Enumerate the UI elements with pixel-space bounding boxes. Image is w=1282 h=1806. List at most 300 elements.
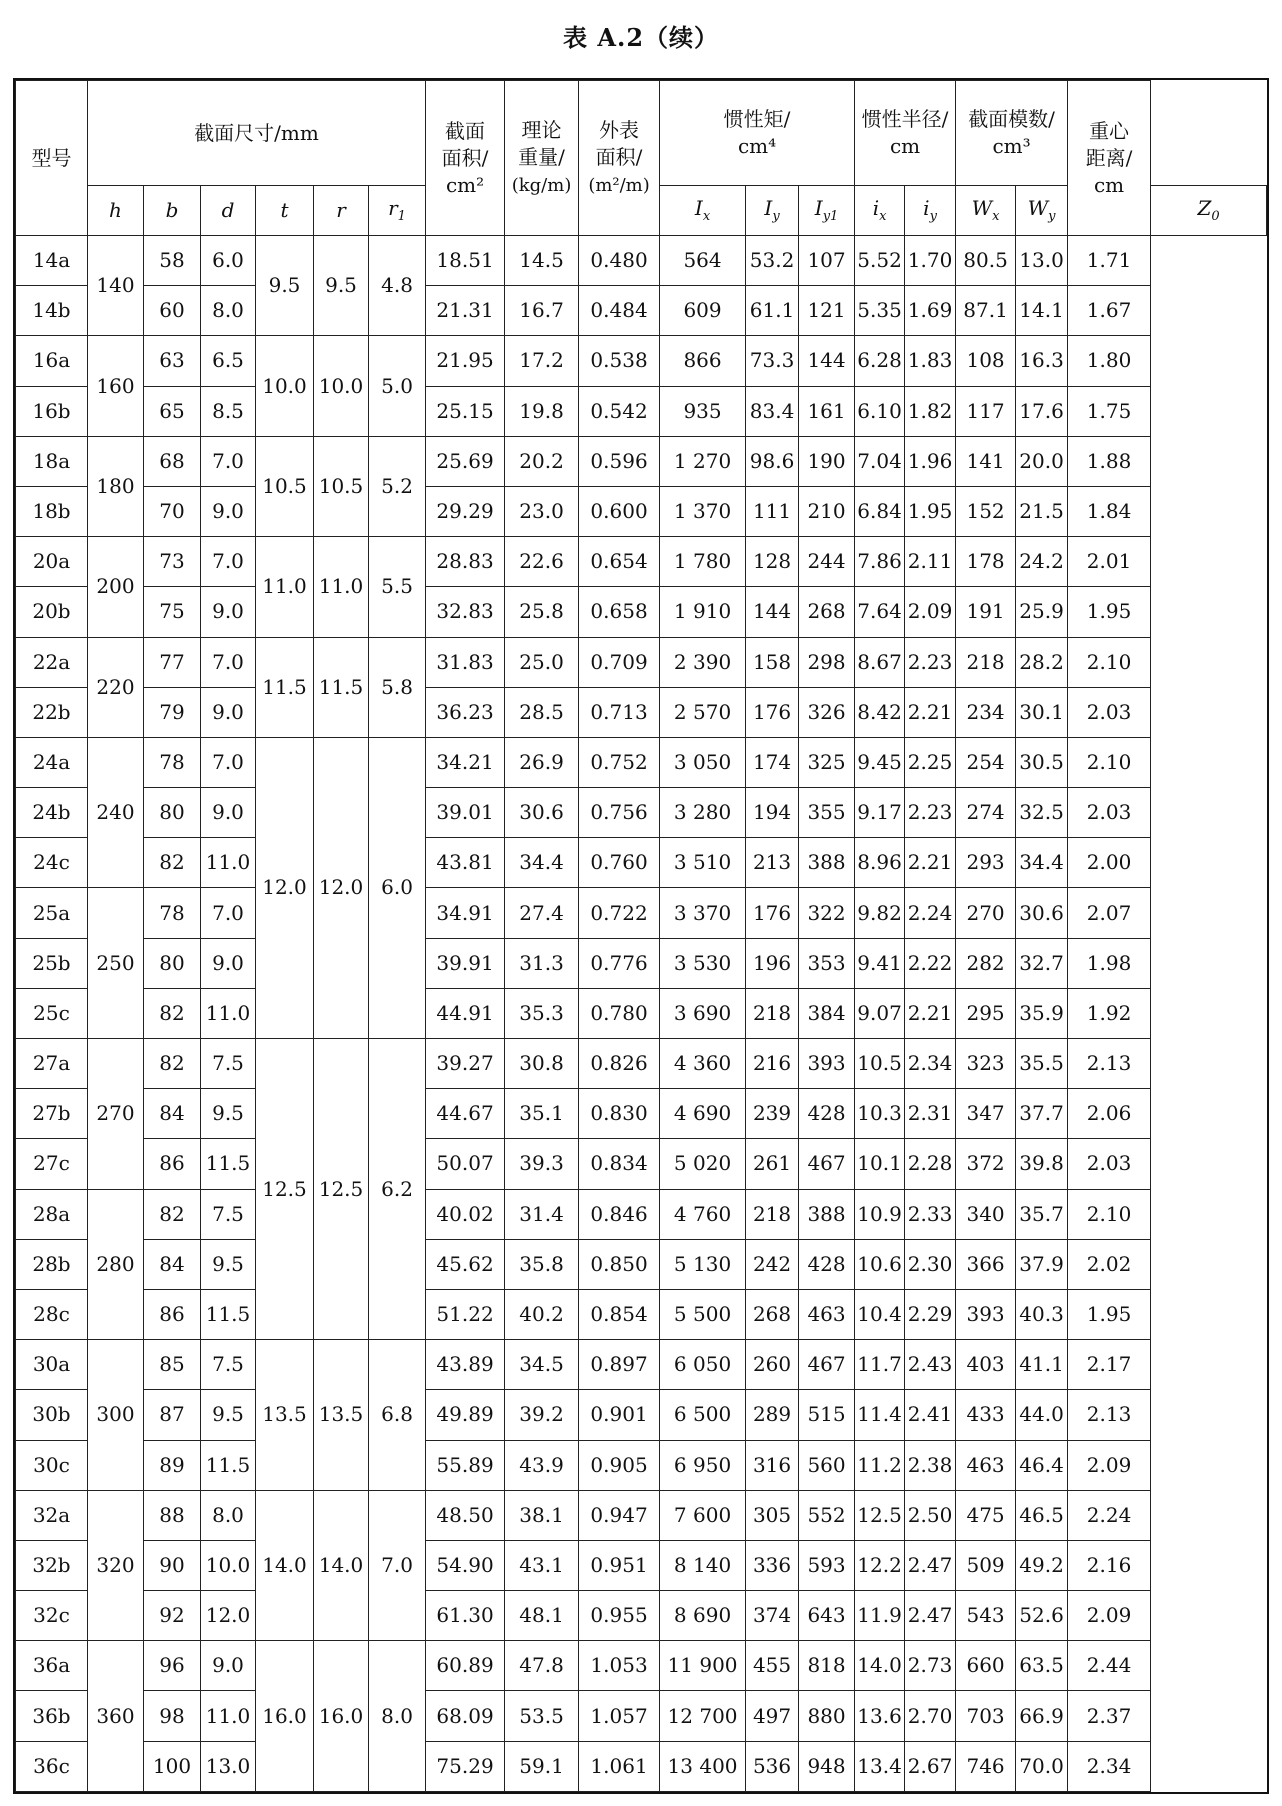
cell-Wy: 46.4 xyxy=(1016,1440,1068,1490)
sub-Z0: $Z_0$ xyxy=(1151,186,1267,236)
cell-b: 82 xyxy=(144,988,201,1038)
cell-area: 29.29 xyxy=(426,486,505,536)
cell-iy: 1.95 xyxy=(905,486,956,536)
cell-model: 22b xyxy=(16,687,88,737)
cell-b: 78 xyxy=(144,888,201,938)
cell-Wy: 35.7 xyxy=(1016,1189,1068,1239)
table-row xyxy=(16,1591,1267,1641)
cell-Wx: 87.1 xyxy=(956,286,1016,336)
cell-surface: 0.709 xyxy=(579,637,660,687)
cell-Iy1: 643 xyxy=(799,1591,855,1641)
table-row xyxy=(16,587,1267,637)
cell-Ix: 12 700 xyxy=(660,1691,746,1741)
table-row xyxy=(16,286,1267,336)
cell-surface: 0.480 xyxy=(579,236,660,286)
cell-weight: 39.2 xyxy=(505,1390,579,1440)
sub-Iy: $I_y$ xyxy=(746,186,799,236)
cell-Z0: 1.95 xyxy=(1068,587,1151,637)
cell-Z0: 2.00 xyxy=(1068,838,1151,888)
cell-d: 9.0 xyxy=(201,486,256,536)
cell-Iy1: 388 xyxy=(799,838,855,888)
cell-Wy: 14.1 xyxy=(1016,286,1068,336)
cell-Wx: 117 xyxy=(956,386,1016,436)
cell-Ix: 5 130 xyxy=(660,1239,746,1289)
cell-weight: 59.1 xyxy=(505,1741,579,1791)
cell-Wx: 403 xyxy=(956,1340,1016,1390)
cell-ix: 8.42 xyxy=(855,687,905,737)
cell-Ix: 3 370 xyxy=(660,888,746,938)
cell-area: 34.91 xyxy=(426,888,505,938)
cell-b: 60 xyxy=(144,286,201,336)
cell-Wy: 34.4 xyxy=(1016,838,1068,888)
cell-model: 30c xyxy=(16,1440,88,1490)
cell-weight: 47.8 xyxy=(505,1641,579,1691)
sub-Ix: $I_x$ xyxy=(660,186,746,236)
cell-Iy: 196 xyxy=(746,938,799,988)
table-row xyxy=(16,1039,1267,1089)
cell-iy: 2.23 xyxy=(905,637,956,687)
cell-b: 82 xyxy=(144,1189,201,1239)
cell-iy: 2.22 xyxy=(905,938,956,988)
cell-iy: 2.41 xyxy=(905,1390,956,1440)
cell-surface: 0.830 xyxy=(579,1089,660,1139)
cell-Wy: 25.9 xyxy=(1016,587,1068,637)
cell-weight: 48.1 xyxy=(505,1591,579,1641)
table-row xyxy=(16,1340,1267,1390)
table-row xyxy=(16,788,1267,838)
cell-Wx: 475 xyxy=(956,1490,1016,1540)
cell-Z0: 2.10 xyxy=(1068,637,1151,687)
cell-t: 10.0 xyxy=(256,336,314,436)
cell-b: 75 xyxy=(144,587,201,637)
cell-r1: 4.8 xyxy=(369,236,426,336)
col-section-size: 截面尺寸/mm xyxy=(88,81,426,186)
cell-area: 21.95 xyxy=(426,336,505,386)
cell-weight: 43.9 xyxy=(505,1440,579,1490)
cell-ix: 10.9 xyxy=(855,1189,905,1239)
sub-h: h xyxy=(88,186,144,236)
sub-iy: $i_y$ xyxy=(905,186,956,236)
cell-Iy1: 428 xyxy=(799,1239,855,1289)
cell-area: 34.21 xyxy=(426,737,505,787)
cell-model: 36b xyxy=(16,1691,88,1741)
cell-Wy: 39.8 xyxy=(1016,1139,1068,1189)
cell-surface: 0.538 xyxy=(579,336,660,386)
cell-Iy: 316 xyxy=(746,1440,799,1490)
cell-Iy1: 353 xyxy=(799,938,855,988)
channel-steel-table xyxy=(15,80,1267,1792)
cell-Iy: 128 xyxy=(746,537,799,587)
cell-Z0: 2.06 xyxy=(1068,1089,1151,1139)
cell-Wx: 282 xyxy=(956,938,1016,988)
cell-h: 270 xyxy=(88,1039,144,1190)
cell-Iy: 261 xyxy=(746,1139,799,1189)
cell-iy: 2.73 xyxy=(905,1641,956,1691)
cell-Iy1: 144 xyxy=(799,336,855,386)
table-row xyxy=(16,988,1267,1038)
cell-r: 10.0 xyxy=(314,336,369,436)
cell-area: 25.15 xyxy=(426,386,505,436)
cell-d: 7.5 xyxy=(201,1340,256,1390)
cell-iy: 2.21 xyxy=(905,838,956,888)
cell-Z0: 1.88 xyxy=(1068,436,1151,486)
col-model: 型号 xyxy=(16,81,88,236)
cell-Z0: 2.44 xyxy=(1068,1641,1151,1691)
cell-ix: 12.5 xyxy=(855,1490,905,1540)
cell-ix: 9.07 xyxy=(855,988,905,1038)
cell-Wy: 49.2 xyxy=(1016,1540,1068,1590)
cell-r: 11.5 xyxy=(314,637,369,737)
cell-Iy: 536 xyxy=(746,1741,799,1791)
cell-surface: 0.854 xyxy=(579,1289,660,1339)
cell-model: 27c xyxy=(16,1139,88,1189)
cell-iy: 2.21 xyxy=(905,988,956,1038)
cell-Iy1: 593 xyxy=(799,1540,855,1590)
cell-weight: 30.8 xyxy=(505,1039,579,1089)
cell-surface: 0.897 xyxy=(579,1340,660,1390)
cell-ix: 5.35 xyxy=(855,286,905,336)
cell-iy: 2.34 xyxy=(905,1039,956,1089)
cell-ix: 10.4 xyxy=(855,1289,905,1339)
cell-b: 98 xyxy=(144,1691,201,1741)
cell-weight: 20.2 xyxy=(505,436,579,486)
cell-Iy1: 190 xyxy=(799,436,855,486)
cell-weight: 28.5 xyxy=(505,687,579,737)
cell-model: 28a xyxy=(16,1189,88,1239)
cell-model: 32a xyxy=(16,1490,88,1540)
cell-d: 11.0 xyxy=(201,838,256,888)
cell-area: 32.83 xyxy=(426,587,505,637)
cell-iy: 2.33 xyxy=(905,1189,956,1239)
cell-Wx: 270 xyxy=(956,888,1016,938)
cell-Iy1: 325 xyxy=(799,737,855,787)
cell-weight: 34.4 xyxy=(505,838,579,888)
table-row xyxy=(16,1641,1267,1691)
cell-surface: 0.722 xyxy=(579,888,660,938)
cell-Wy: 17.6 xyxy=(1016,386,1068,436)
cell-Ix: 6 500 xyxy=(660,1390,746,1440)
table-row xyxy=(16,1540,1267,1590)
cell-Z0: 1.71 xyxy=(1068,236,1151,286)
cell-Ix: 1 370 xyxy=(660,486,746,536)
cell-Wx: 254 xyxy=(956,737,1016,787)
cell-Wy: 24.2 xyxy=(1016,537,1068,587)
cell-Wx: 433 xyxy=(956,1390,1016,1440)
cell-model: 22a xyxy=(16,637,88,687)
cell-d: 7.0 xyxy=(201,888,256,938)
cell-Wy: 30.6 xyxy=(1016,888,1068,938)
table-title: 表 A.2（续） xyxy=(562,23,720,52)
table-row xyxy=(16,1239,1267,1289)
cell-d: 11.5 xyxy=(201,1289,256,1339)
cell-Ix: 7 600 xyxy=(660,1490,746,1540)
cell-ix: 13.6 xyxy=(855,1691,905,1741)
cell-weight: 43.1 xyxy=(505,1540,579,1590)
cell-Z0: 2.03 xyxy=(1068,1139,1151,1189)
cell-area: 68.09 xyxy=(426,1691,505,1741)
cell-weight: 22.6 xyxy=(505,537,579,587)
cell-r1: 7.0 xyxy=(369,1490,426,1641)
cell-Ix: 4 760 xyxy=(660,1189,746,1239)
cell-Wy: 35.5 xyxy=(1016,1039,1068,1089)
cell-Iy1: 560 xyxy=(799,1440,855,1490)
cell-Wy: 37.9 xyxy=(1016,1239,1068,1289)
cell-weight: 16.7 xyxy=(505,286,579,336)
table-row xyxy=(16,838,1267,888)
cell-Z0: 2.03 xyxy=(1068,687,1151,737)
cell-d: 12.0 xyxy=(201,1591,256,1641)
cell-Iy: 144 xyxy=(746,587,799,637)
cell-model: 20b xyxy=(16,587,88,637)
col-inertia: 惯性矩/ cm⁴ xyxy=(660,81,855,186)
cell-model: 18b xyxy=(16,486,88,536)
cell-Wy: 37.7 xyxy=(1016,1089,1068,1139)
cell-Ix: 2 570 xyxy=(660,687,746,737)
cell-area: 60.89 xyxy=(426,1641,505,1691)
cell-Wx: 372 xyxy=(956,1139,1016,1189)
cell-iy: 1.96 xyxy=(905,436,956,486)
cell-iy: 2.43 xyxy=(905,1340,956,1390)
cell-Wx: 463 xyxy=(956,1440,1016,1490)
cell-area: 51.22 xyxy=(426,1289,505,1339)
cell-iy: 2.09 xyxy=(905,587,956,637)
cell-model: 16b xyxy=(16,386,88,436)
cell-iy: 2.47 xyxy=(905,1591,956,1641)
cell-d: 9.0 xyxy=(201,938,256,988)
cell-Ix: 3 510 xyxy=(660,838,746,888)
col-surface: 外表 面积/ (m²/m) xyxy=(579,81,660,236)
cell-Iy1: 393 xyxy=(799,1039,855,1089)
cell-d: 8.0 xyxy=(201,286,256,336)
cell-Z0: 2.16 xyxy=(1068,1540,1151,1590)
cell-Wx: 660 xyxy=(956,1641,1016,1691)
cell-Wx: 108 xyxy=(956,336,1016,386)
cell-surface: 0.600 xyxy=(579,486,660,536)
cell-area: 25.69 xyxy=(426,436,505,486)
cell-Wx: 178 xyxy=(956,537,1016,587)
cell-d: 9.0 xyxy=(201,687,256,737)
cell-iy: 2.67 xyxy=(905,1741,956,1791)
cell-iy: 2.24 xyxy=(905,888,956,938)
cell-b: 77 xyxy=(144,637,201,687)
cell-Iy1: 388 xyxy=(799,1189,855,1239)
cell-Iy1: 384 xyxy=(799,988,855,1038)
cell-Iy: 111 xyxy=(746,486,799,536)
cell-d: 7.5 xyxy=(201,1189,256,1239)
table-row xyxy=(16,1440,1267,1490)
cell-iy: 2.47 xyxy=(905,1540,956,1590)
cell-Iy: 216 xyxy=(746,1039,799,1089)
cell-t: 12.5 xyxy=(256,1039,314,1340)
table-row xyxy=(16,1691,1267,1741)
cell-Wy: 41.1 xyxy=(1016,1340,1068,1390)
cell-Iy: 455 xyxy=(746,1641,799,1691)
cell-surface: 1.053 xyxy=(579,1641,660,1691)
cell-Wx: 746 xyxy=(956,1741,1016,1791)
cell-ix: 11.9 xyxy=(855,1591,905,1641)
cell-Iy1: 298 xyxy=(799,637,855,687)
cell-Wx: 274 xyxy=(956,788,1016,838)
cell-weight: 27.4 xyxy=(505,888,579,938)
cell-surface: 0.756 xyxy=(579,788,660,838)
cell-area: 28.83 xyxy=(426,537,505,587)
cell-b: 89 xyxy=(144,1440,201,1490)
cell-r1: 6.8 xyxy=(369,1340,426,1491)
cell-Iy: 268 xyxy=(746,1289,799,1339)
cell-model: 36c xyxy=(16,1741,88,1791)
cell-weight: 14.5 xyxy=(505,236,579,286)
cell-Iy: 260 xyxy=(746,1340,799,1390)
cell-b: 92 xyxy=(144,1591,201,1641)
cell-model: 18a xyxy=(16,436,88,486)
sub-d: d xyxy=(201,186,256,236)
cell-r1: 5.5 xyxy=(369,537,426,637)
cell-weight: 17.2 xyxy=(505,336,579,386)
cell-Iy1: 467 xyxy=(799,1340,855,1390)
cell-surface: 0.955 xyxy=(579,1591,660,1641)
cell-r1: 5.8 xyxy=(369,637,426,737)
cell-b: 70 xyxy=(144,486,201,536)
cell-surface: 0.905 xyxy=(579,1440,660,1490)
cell-Iy1: 880 xyxy=(799,1691,855,1741)
cell-area: 18.51 xyxy=(426,236,505,286)
cell-weight: 38.1 xyxy=(505,1490,579,1540)
cell-Wy: 13.0 xyxy=(1016,236,1068,286)
cell-Ix: 6 950 xyxy=(660,1440,746,1490)
cell-surface: 0.826 xyxy=(579,1039,660,1089)
cell-Wy: 40.3 xyxy=(1016,1289,1068,1339)
cell-Wx: 366 xyxy=(956,1239,1016,1289)
cell-ix: 9.45 xyxy=(855,737,905,787)
cell-area: 55.89 xyxy=(426,1440,505,1490)
cell-r: 13.5 xyxy=(314,1340,369,1491)
cell-weight: 53.5 xyxy=(505,1691,579,1741)
cell-Ix: 3 530 xyxy=(660,938,746,988)
cell-Wy: 35.9 xyxy=(1016,988,1068,1038)
cell-surface: 1.061 xyxy=(579,1741,660,1791)
cell-d: 11.0 xyxy=(201,988,256,1038)
sub-r1: $r_1$ xyxy=(369,186,426,236)
cell-Iy1: 355 xyxy=(799,788,855,838)
cell-model: 24a xyxy=(16,737,88,787)
cell-Wx: 293 xyxy=(956,838,1016,888)
cell-surface: 0.834 xyxy=(579,1139,660,1189)
cell-model: 27a xyxy=(16,1039,88,1089)
table-body xyxy=(16,236,1267,1792)
cell-iy: 2.23 xyxy=(905,788,956,838)
cell-area: 21.31 xyxy=(426,286,505,336)
table-row xyxy=(16,1390,1267,1440)
cell-d: 9.0 xyxy=(201,1641,256,1691)
cell-Wx: 323 xyxy=(956,1039,1016,1089)
cell-Iy1: 463 xyxy=(799,1289,855,1339)
cell-Iy1: 107 xyxy=(799,236,855,286)
cell-Z0: 1.75 xyxy=(1068,386,1151,436)
cell-iy: 2.30 xyxy=(905,1239,956,1289)
cell-weight: 35.1 xyxy=(505,1089,579,1139)
cell-surface: 0.850 xyxy=(579,1239,660,1289)
cell-surface: 0.951 xyxy=(579,1540,660,1590)
cell-area: 31.83 xyxy=(426,637,505,687)
cell-weight: 31.4 xyxy=(505,1189,579,1239)
table-row xyxy=(16,1139,1267,1189)
cell-h: 320 xyxy=(88,1490,144,1641)
cell-h: 180 xyxy=(88,436,144,536)
cell-Ix: 1 780 xyxy=(660,537,746,587)
cell-Iy: 239 xyxy=(746,1089,799,1139)
cell-Wx: 218 xyxy=(956,637,1016,687)
cell-area: 44.67 xyxy=(426,1089,505,1139)
cell-Z0: 2.37 xyxy=(1068,1691,1151,1741)
cell-Wx: 80.5 xyxy=(956,236,1016,286)
cell-r1: 5.2 xyxy=(369,436,426,536)
cell-Z0: 2.10 xyxy=(1068,1189,1151,1239)
cell-Ix: 1 270 xyxy=(660,436,746,486)
col-radius: 惯性半径/ cm xyxy=(855,81,956,186)
cell-d: 6.5 xyxy=(201,336,256,386)
cell-Iy: 53.2 xyxy=(746,236,799,286)
table-row xyxy=(16,1289,1267,1339)
cell-ix: 11.4 xyxy=(855,1390,905,1440)
cell-surface: 0.484 xyxy=(579,286,660,336)
cell-Z0: 2.09 xyxy=(1068,1440,1151,1490)
cell-ix: 14.0 xyxy=(855,1641,905,1691)
cell-Wx: 340 xyxy=(956,1189,1016,1239)
cell-weight: 39.3 xyxy=(505,1139,579,1189)
cell-Z0: 2.07 xyxy=(1068,888,1151,938)
cell-r: 12.5 xyxy=(314,1039,369,1340)
cell-weight: 26.9 xyxy=(505,737,579,787)
cell-weight: 35.8 xyxy=(505,1239,579,1289)
cell-d: 7.0 xyxy=(201,737,256,787)
cell-Wx: 543 xyxy=(956,1591,1016,1641)
cell-Ix: 609 xyxy=(660,286,746,336)
cell-Iy: 176 xyxy=(746,687,799,737)
cell-Ix: 866 xyxy=(660,336,746,386)
cell-Z0: 1.80 xyxy=(1068,336,1151,386)
cell-iy: 2.50 xyxy=(905,1490,956,1540)
cell-area: 43.81 xyxy=(426,838,505,888)
cell-Ix: 1 910 xyxy=(660,587,746,637)
table-row xyxy=(16,1490,1267,1540)
cell-ix: 9.82 xyxy=(855,888,905,938)
table-row xyxy=(16,1089,1267,1139)
cell-b: 87 xyxy=(144,1390,201,1440)
col-centroid: 重心 距离/ cm xyxy=(1068,81,1151,236)
cell-area: 39.01 xyxy=(426,788,505,838)
cell-Iy1: 268 xyxy=(799,587,855,637)
cell-weight: 19.8 xyxy=(505,386,579,436)
table-row xyxy=(16,1189,1267,1239)
cell-Iy1: 161 xyxy=(799,386,855,436)
cell-t: 14.0 xyxy=(256,1490,314,1641)
cell-iy: 2.11 xyxy=(905,537,956,587)
cell-ix: 8.67 xyxy=(855,637,905,687)
cell-b: 88 xyxy=(144,1490,201,1540)
cell-t: 11.0 xyxy=(256,537,314,637)
table-row xyxy=(16,737,1267,787)
cell-b: 80 xyxy=(144,788,201,838)
cell-b: 84 xyxy=(144,1239,201,1289)
cell-model: 27b xyxy=(16,1089,88,1139)
cell-ix: 10.1 xyxy=(855,1139,905,1189)
cell-ix: 10.5 xyxy=(855,1039,905,1089)
cell-Iy1: 322 xyxy=(799,888,855,938)
cell-b: 82 xyxy=(144,838,201,888)
cell-h: 140 xyxy=(88,236,144,336)
cell-Ix: 5 500 xyxy=(660,1289,746,1339)
cell-ix: 7.04 xyxy=(855,436,905,486)
